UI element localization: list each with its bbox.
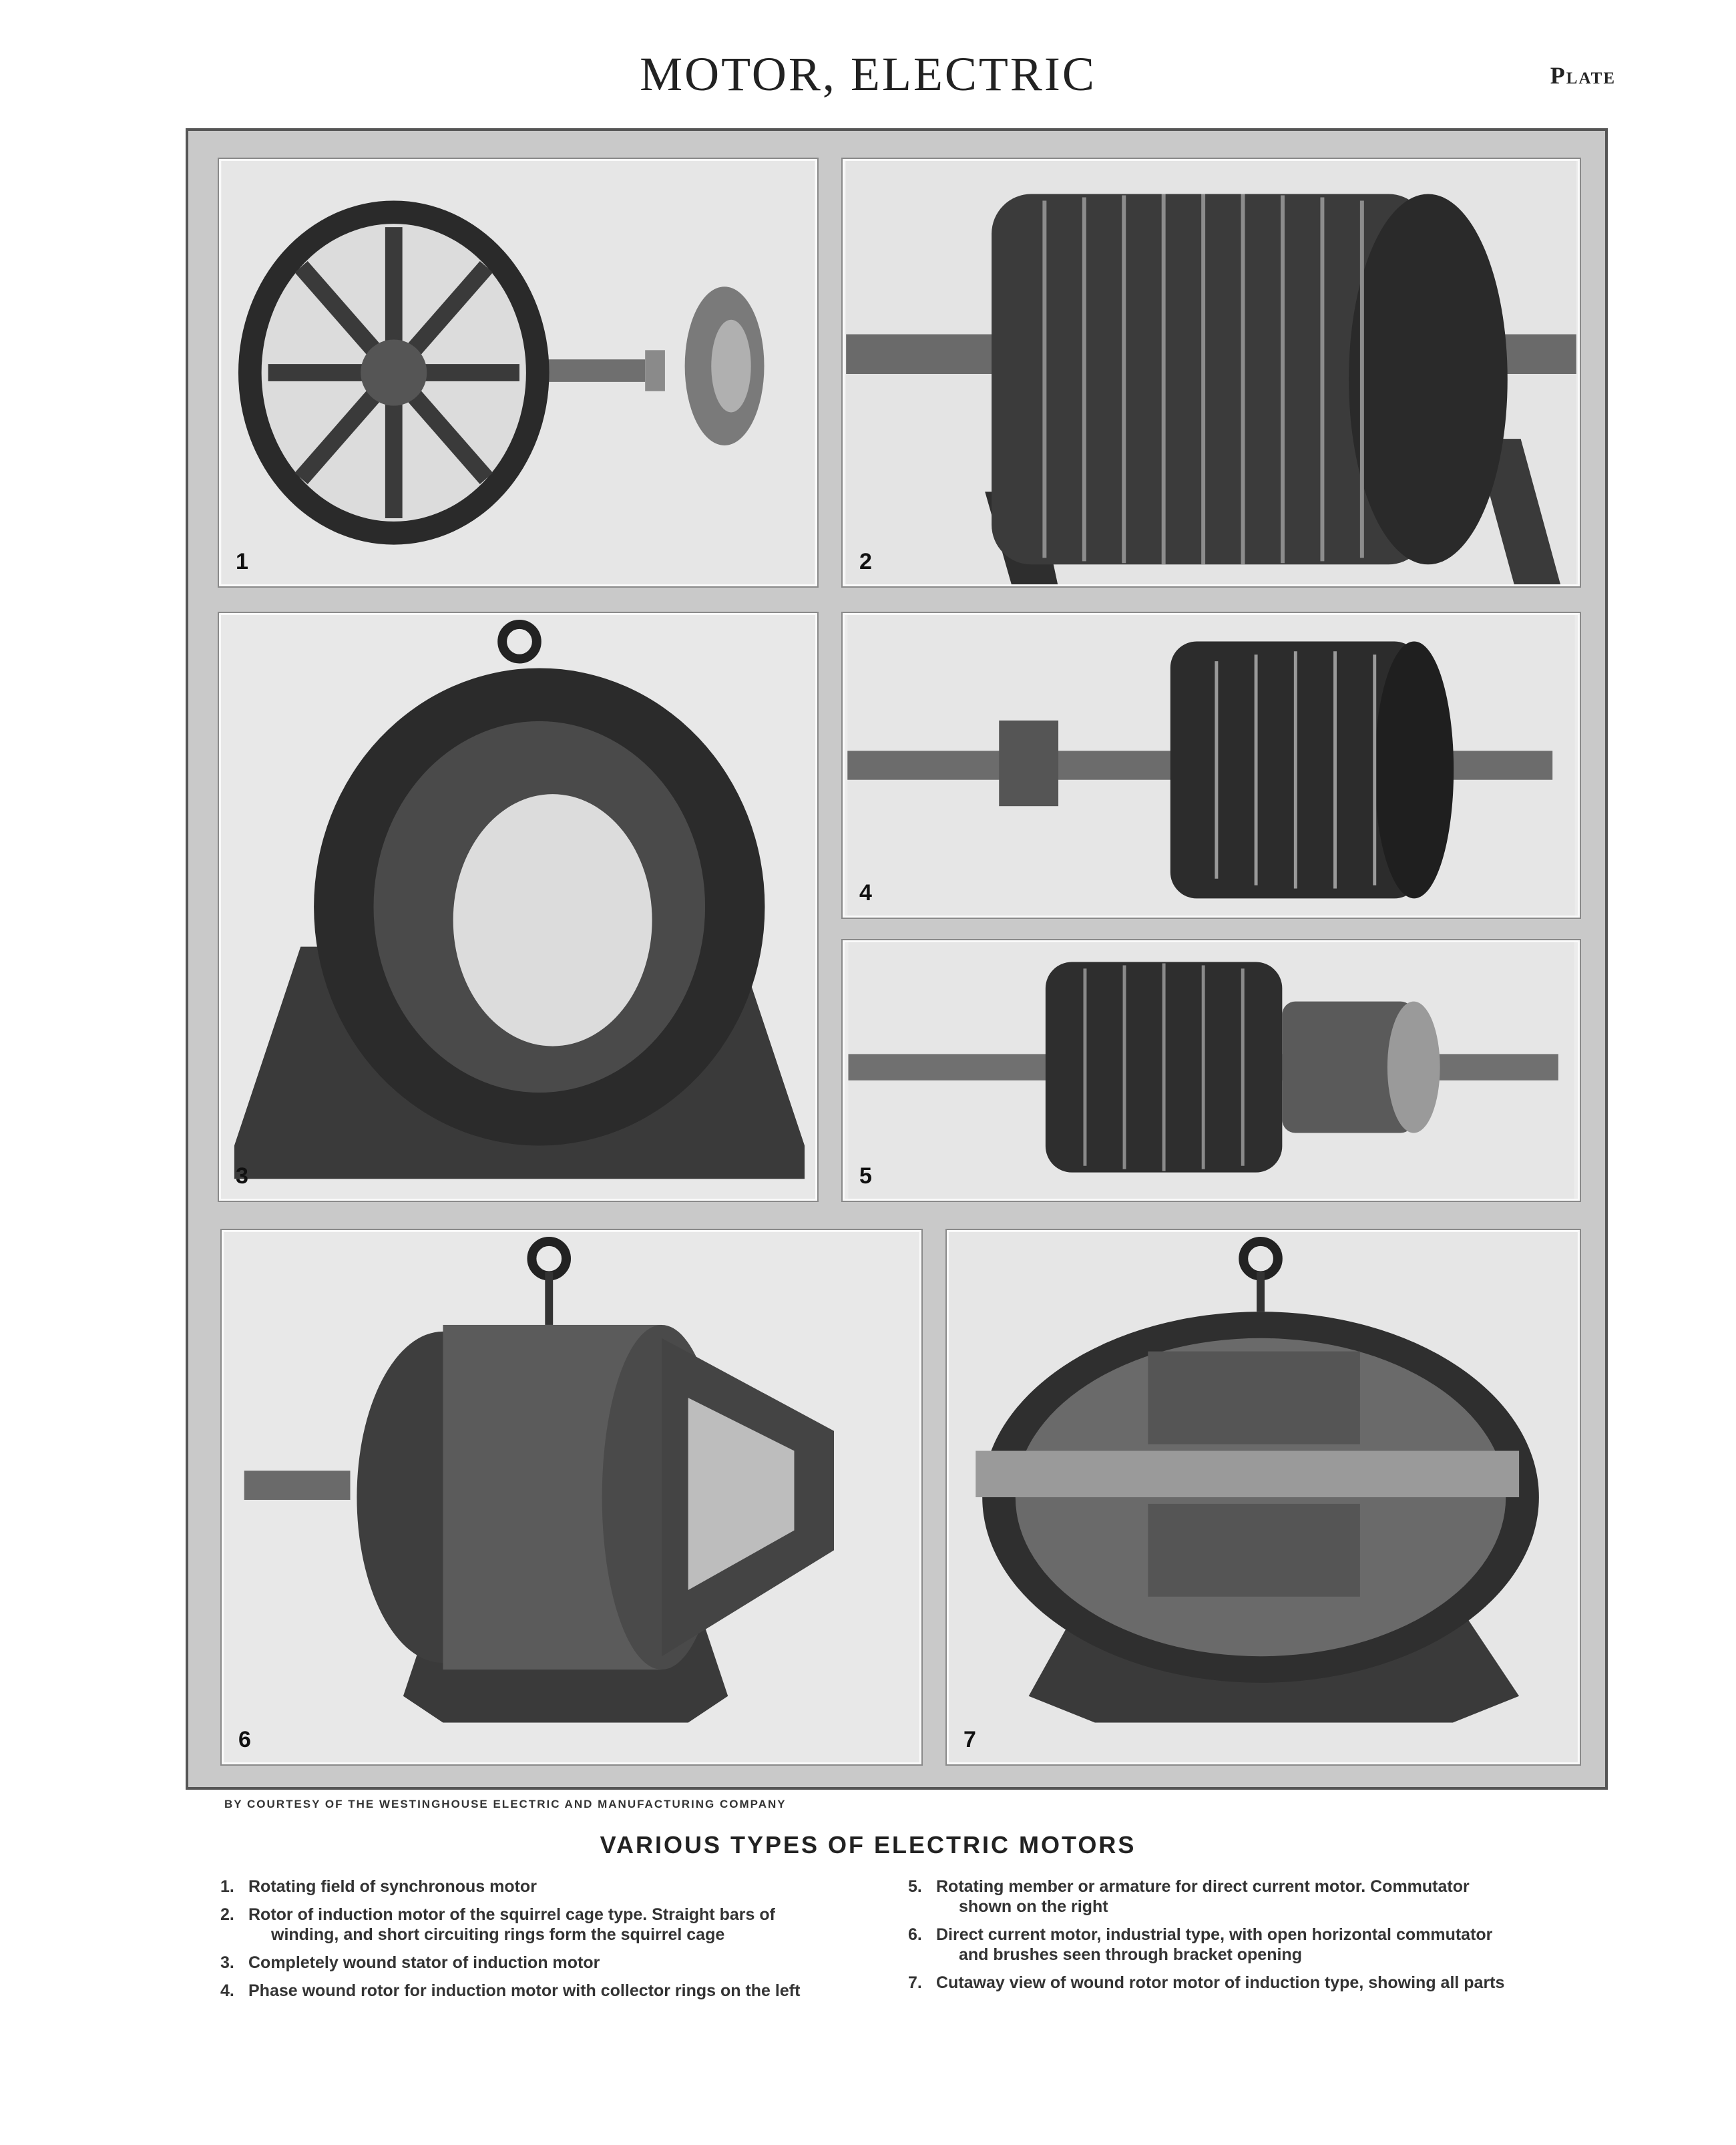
dc-industrial-motor-image <box>224 1232 919 1762</box>
photo-panel-1 <box>219 159 817 586</box>
wound-stator-image <box>221 615 815 1199</box>
caption-item: 6. Direct current motor, industrial type, with open horizontal commutator and brushes seen through bracket opening <box>908 1925 1493 1964</box>
courtesy-credit: BY COURTESY OF THE WESTINGHOUSE ELECTRIC AND MANUFACTURING COMPANY <box>224 1798 787 1810</box>
panel-number: 7 <box>963 1727 976 1752</box>
photo-panel-7 <box>947 1230 1580 1764</box>
plate-frame <box>186 128 1608 1790</box>
caption-item: 5. Rotating member or armature for direct current motor. Commutator shown on the right <box>908 1877 1470 1916</box>
caption-item: 2. Rotor of induction motor of the squirrel cage type. Straight bars of winding, and short circuiting rings form the squirrel cage <box>220 1905 775 1944</box>
caption-title: VARIOUS TYPES OF ELECTRIC MOTORS <box>600 1831 1136 1859</box>
caption-item: 4. Phase wound rotor for induction motor with collector rings on the left <box>220 1981 801 2000</box>
caption-item: 3. Completely wound stator of induction motor <box>220 1953 600 1972</box>
photo-panel-4 <box>843 613 1580 918</box>
panel-number: 3 <box>236 1163 248 1189</box>
synchronous-field-rotor-image <box>221 161 815 584</box>
phase-wound-rotor-image <box>845 615 1578 916</box>
cutaway-motor-image <box>949 1232 1578 1762</box>
photo-panel-5 <box>843 940 1580 1201</box>
panel-number: 5 <box>859 1163 872 1189</box>
photo-panel-3 <box>219 613 817 1201</box>
panel-number: 2 <box>859 549 872 574</box>
photo-panel-2 <box>843 159 1580 586</box>
page-title: MOTOR, ELECTRIC <box>640 47 1096 101</box>
caption-item: 7. Cutaway view of wound rotor motor of induction type, showing all parts <box>908 1973 1505 1992</box>
plate-label: Plate <box>1550 62 1616 89</box>
panel-number: 4 <box>859 880 872 906</box>
caption-column-right <box>908 1877 1576 2001</box>
caption-column-left <box>220 1877 888 2009</box>
squirrel-cage-rotor-image <box>845 161 1578 584</box>
panel-number: 6 <box>238 1727 251 1752</box>
photo-panel-6 <box>222 1230 921 1764</box>
dc-armature-image <box>845 942 1578 1199</box>
panel-number: 1 <box>236 549 248 574</box>
caption-item: 1. Rotating field of synchronous motor <box>220 1877 537 1896</box>
